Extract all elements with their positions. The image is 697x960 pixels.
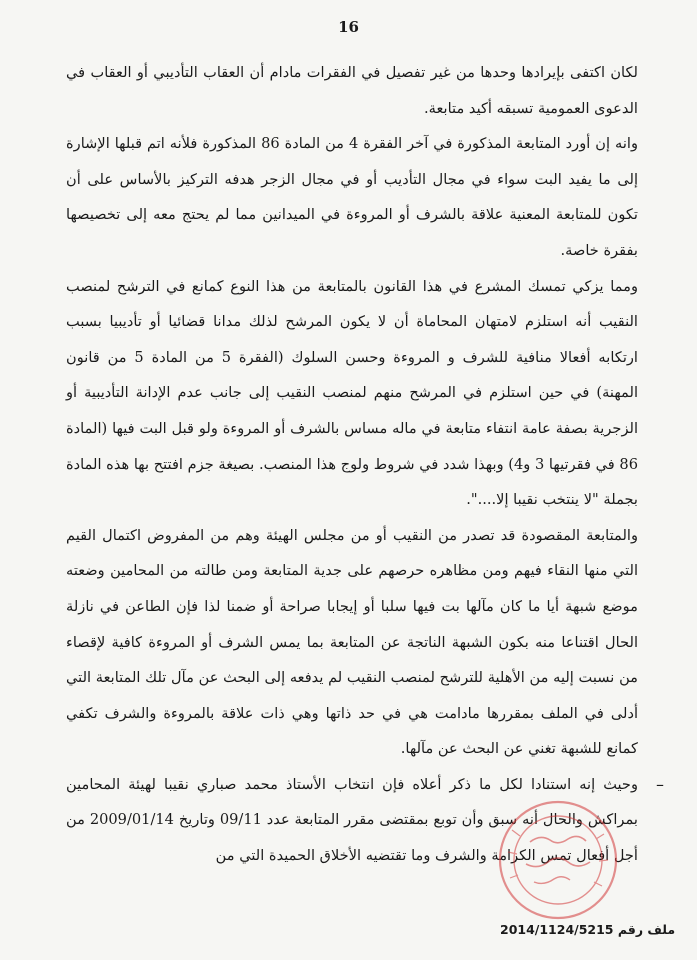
file-number-label: ملف رقم xyxy=(617,922,676,937)
paragraph-2: وانه إن أورد المتابعة المذكورة في آخر الفقرة 4 من المادة 86 المذكورة فلأنه اتم قبلها الإشارة إلى ما يفيد البت سواء في مجال التأديب أو في مجال الزجر هدفه التركيز بالأساس على أن تكون للمتابعة المعنية علاقة بالشرف أو المروءة في الميدانين مما لم يحتج معه إلى تخصيصها بفقرة خاصة. xyxy=(66,135,638,259)
bullet-paragraph-text: وحيث إنه استنادا لكل ما ذكر أعلاه فإن انتخاب الأستاذ محمد صباري نقيبا لهيئة المحامين بمراكش والحال أنه سبق وأن توبع بمقتضى مقرر المتابعة عدد 09/11 وتاريخ 2009/01/14 من أجل أفعال تمس الكرامة والشرف وما تقتضيه الأخلاق الحميدة التي من xyxy=(66,775,638,865)
document-body xyxy=(66,55,664,874)
file-number-value: 2014/1124/5215 xyxy=(500,922,614,937)
file-number-footer xyxy=(500,922,675,937)
bullet-dash: – xyxy=(656,774,664,794)
paragraph-4: والمتابعة المقصودة قد تصدر من النقيب أو من مجلس الهيئة وهم من المفروض اكتمال القيم التي منها النقاء فيهم ومن مظاهره حرصهم على جدية المتابعة ومن طالته من المحامين وضعته موضع شبهة أيا ما كان مآلها بت فيها سلبا أو إيجابا صراحة أو ضمنا لذا فإن الطاعن في نازلة الحال اقتناعا منه بكون الشبهة الناتجة عن المتابعة بما يمس الشرف أو المروءة كافية لإقصاء من نسبت إليه من الأهلية للترشح لمنصب النقيب لم يدفعه إلى البحث عن مآل تلك المتابعة التي أدلى في الملف بمقررها مادامت هي في حد ذاتها وهي ذات علاقة بالمروءة والشرف تكفي كمانع للشبهة تغني عن البحث عن مآلها. xyxy=(66,526,638,758)
paragraph-3: ومما يزكي تمسك المشرع في هذا القانون بالمتابعة من هذا النوع كمانع في الترشح لمنصب النقيب أنه استلزم لامتهان المحاماة أن لا يكون المرشح لذلك مدانا قضائيا أو تأديبيا بسبب ارتكابه أفعالا منافية للشرف و المروءة وحسن السلوك (الفقرة 5 من المادة 5 من قانون المهنة) في حين استلزم في المرشح منهم لمنصب النقيب إلى جانب عدم الإدانة التأديبية أو الزجرية بصفة عامة انتفاء متابعة في ماله مساس بالشرف أو المروءة ولو قبل البت فيها (المادة 86 في فقرتيها 3 و4) وبهذا شدد في شروط ولوج هذا المنصب. بصيغة جزم افتتح بها هذه المادة بجملة "لا ينتخب نقيبا إلا....". xyxy=(66,277,638,509)
bullet-paragraph xyxy=(66,767,664,874)
page-number: 16 xyxy=(338,18,359,36)
paragraph-1: لكان اكتفى بإيرادها وحدها من غير تفصيل في الفقرات مادام أن العقاب التأديبي أو العقاب في الدعوى العمومية تسبقه أكيد متابعة. xyxy=(66,64,638,117)
